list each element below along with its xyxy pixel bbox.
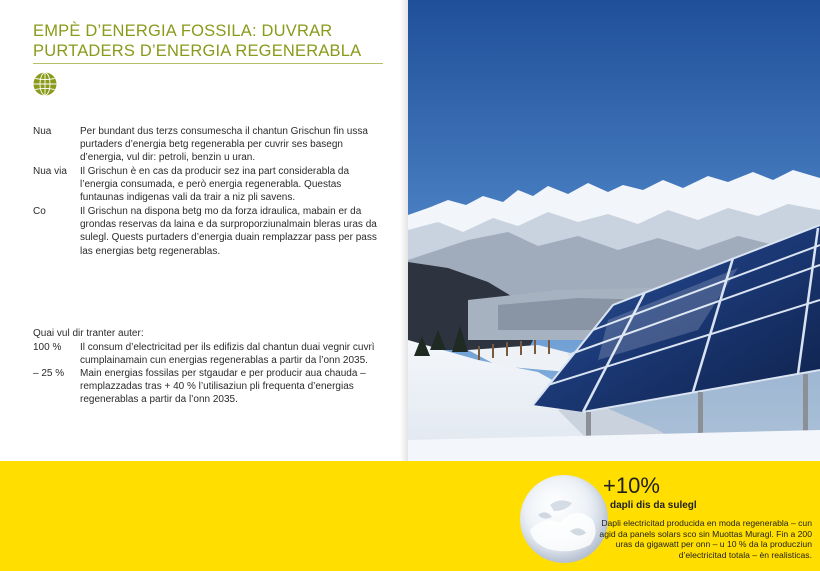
section-text: Per bundant dus terzs consumescha il chantun Grischun fin ussa purtaders d’energia betg regenerabla per cuvrir ses basegn d’energia, vul dir: petroli, benzin u uran. [80, 126, 368, 164]
page-title-line-2: PURTADERS D’ENERGIA REGENERABLA [33, 42, 362, 60]
page-title [33, 21, 393, 61]
section-text: Il Grischun na dispona betg mo da forza idraulica, mabain er da grondas reservas da laina e da surproporziunalmain bleras uras da sulegl. Quests purtaders d’energia duain remplazzar pass per pass las energias betg regenerablas. [80, 206, 377, 257]
highlight-description: Dapli electricitad producida en moda regenerabla – cun agid da panels solars sco sin Muottas Muragl. Fin a 200 uras da gigawatt per onn – u 10 % da la producziun d’electricitad totala – èn realisticas. [599, 518, 812, 561]
highlight-subtitle: dapli dis da sulegl [610, 500, 697, 511]
goals-intro: Quai vul dir tranter auter: [33, 328, 144, 339]
section-label: Nua [33, 126, 52, 137]
page-title-line-1: EMPÈ D’ENERGIA FOSSILA: DUVRAR [33, 22, 333, 40]
section-label: Nua via [33, 166, 67, 177]
goal-label: 100 % [33, 342, 62, 353]
goal-text: Main energias fossilas per stgaudar e per producir aua chauda – remplazzadas tras + 40 % l’utilisaziun pli frequenta d’energias regenerablas a partir da l’onn 2035. [80, 368, 366, 406]
section-text: Il Grischun è en cas da producir sez ina part considerabla da l’energia consumada, e però energia regenerabla. Questas funtaunas indigenas vali da trair a niz pli savens. [80, 166, 350, 204]
goal-label: – 25 % [33, 368, 65, 379]
highlight-value: +10% [603, 473, 660, 498]
title-divider [33, 63, 383, 64]
solar-panels-photo [408, 0, 820, 461]
section-label: Co [33, 206, 46, 217]
goal-text: Il consum d’electricitad per ils edifizis dal chantun duai vegnir cuvrì cumplainamain cun energias regenerablas a partir da l’onn 2035. [80, 342, 375, 367]
globe-icon [33, 72, 57, 96]
snow-circle-image [520, 475, 608, 563]
